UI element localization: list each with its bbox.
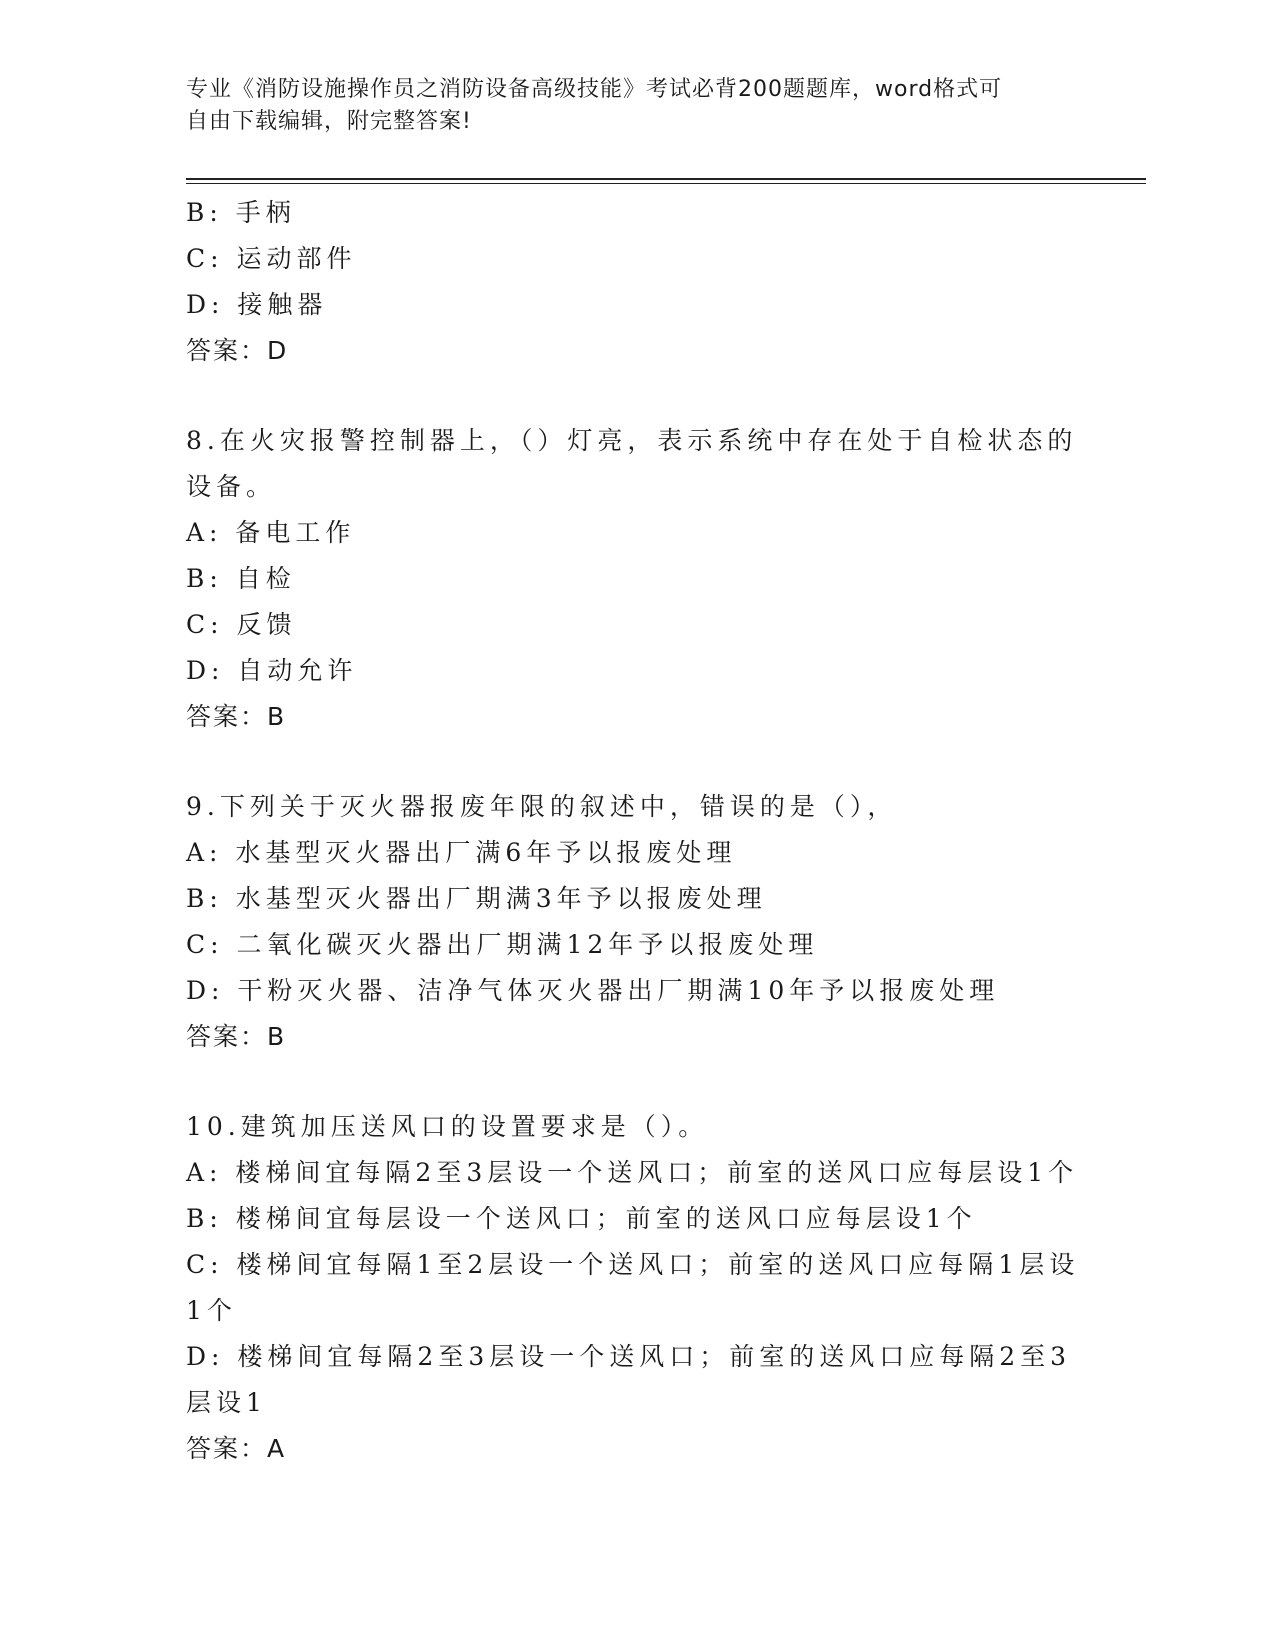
header-divider-thin <box>186 183 1146 184</box>
spacer <box>186 1060 1076 1104</box>
option-a: A: 备电工作 <box>186 518 356 547</box>
option-d-continued: 层设1 <box>186 1388 267 1417</box>
question-10 <box>186 1104 1080 1472</box>
option-d: D: 接触器 <box>186 290 328 319</box>
option-d: D: 楼梯间宜每隔2至3层设一个送风口；前室的送风口应每隔2至3 <box>186 1342 1072 1371</box>
question-stem-continued: 设备。 <box>186 472 277 501</box>
question-list <box>186 190 1080 1472</box>
option-b: B: 水基型灭火器出厂期满3年予以报废处理 <box>186 884 767 913</box>
option-a: A: 水基型灭火器出厂满6年予以报废处理 <box>186 838 737 867</box>
option-c: C: 运动部件 <box>186 244 357 273</box>
header-line-1: 专业《消防设施操作员之消防设备高级技能》考试必背200题题库，word格式可 <box>186 77 1003 102</box>
answer-line: 答案：A <box>186 1434 287 1463</box>
option-c: C: 楼梯间宜每隔1至2层设一个送风口；前室的送风口应每隔1层设 <box>186 1250 1080 1279</box>
question-stem: 9.下列关于灭火器报废年限的叙述中，错误的是（）， <box>186 792 898 821</box>
option-d: D: 干粉灭火器、洁净气体灭火器出厂期满10年予以报废处理 <box>186 976 1000 1005</box>
option-b: B: 自检 <box>186 564 296 593</box>
option-c-continued: 1个 <box>186 1296 237 1325</box>
answer-line: 答案：B <box>186 702 287 731</box>
option-c: C: 二氧化碳灭火器出厂期满12年予以报废处理 <box>186 930 819 959</box>
document-header <box>186 74 1066 138</box>
option-d: D: 自动允许 <box>186 656 358 685</box>
answer-line: 答案：D <box>186 336 289 365</box>
option-b: B: 手柄 <box>186 198 296 227</box>
header-divider-thick <box>186 178 1146 180</box>
option-b: B: 楼梯间宜每层设一个送风口；前室的送风口应每层设1个 <box>186 1204 977 1233</box>
question-stem: 8.在火灾报警控制器上，（）灯亮，表示系统中存在处于自检状态的 <box>186 426 1078 455</box>
question-stem: 10.建筑加压送风口的设置要求是（）。 <box>186 1112 709 1141</box>
answer-line: 答案：B <box>186 1022 287 1051</box>
header-line-2: 自由下载编辑，附完整答案! <box>186 109 472 134</box>
spacer <box>186 374 1076 418</box>
option-c: C: 反馈 <box>186 610 297 639</box>
prev-question-block <box>186 190 1076 374</box>
question-9 <box>186 784 1076 1060</box>
option-a: A: 楼梯间宜每隔2至3层设一个送风口；前室的送风口应每层设1个 <box>186 1158 1079 1187</box>
question-8 <box>186 418 1076 740</box>
spacer <box>186 740 1076 784</box>
